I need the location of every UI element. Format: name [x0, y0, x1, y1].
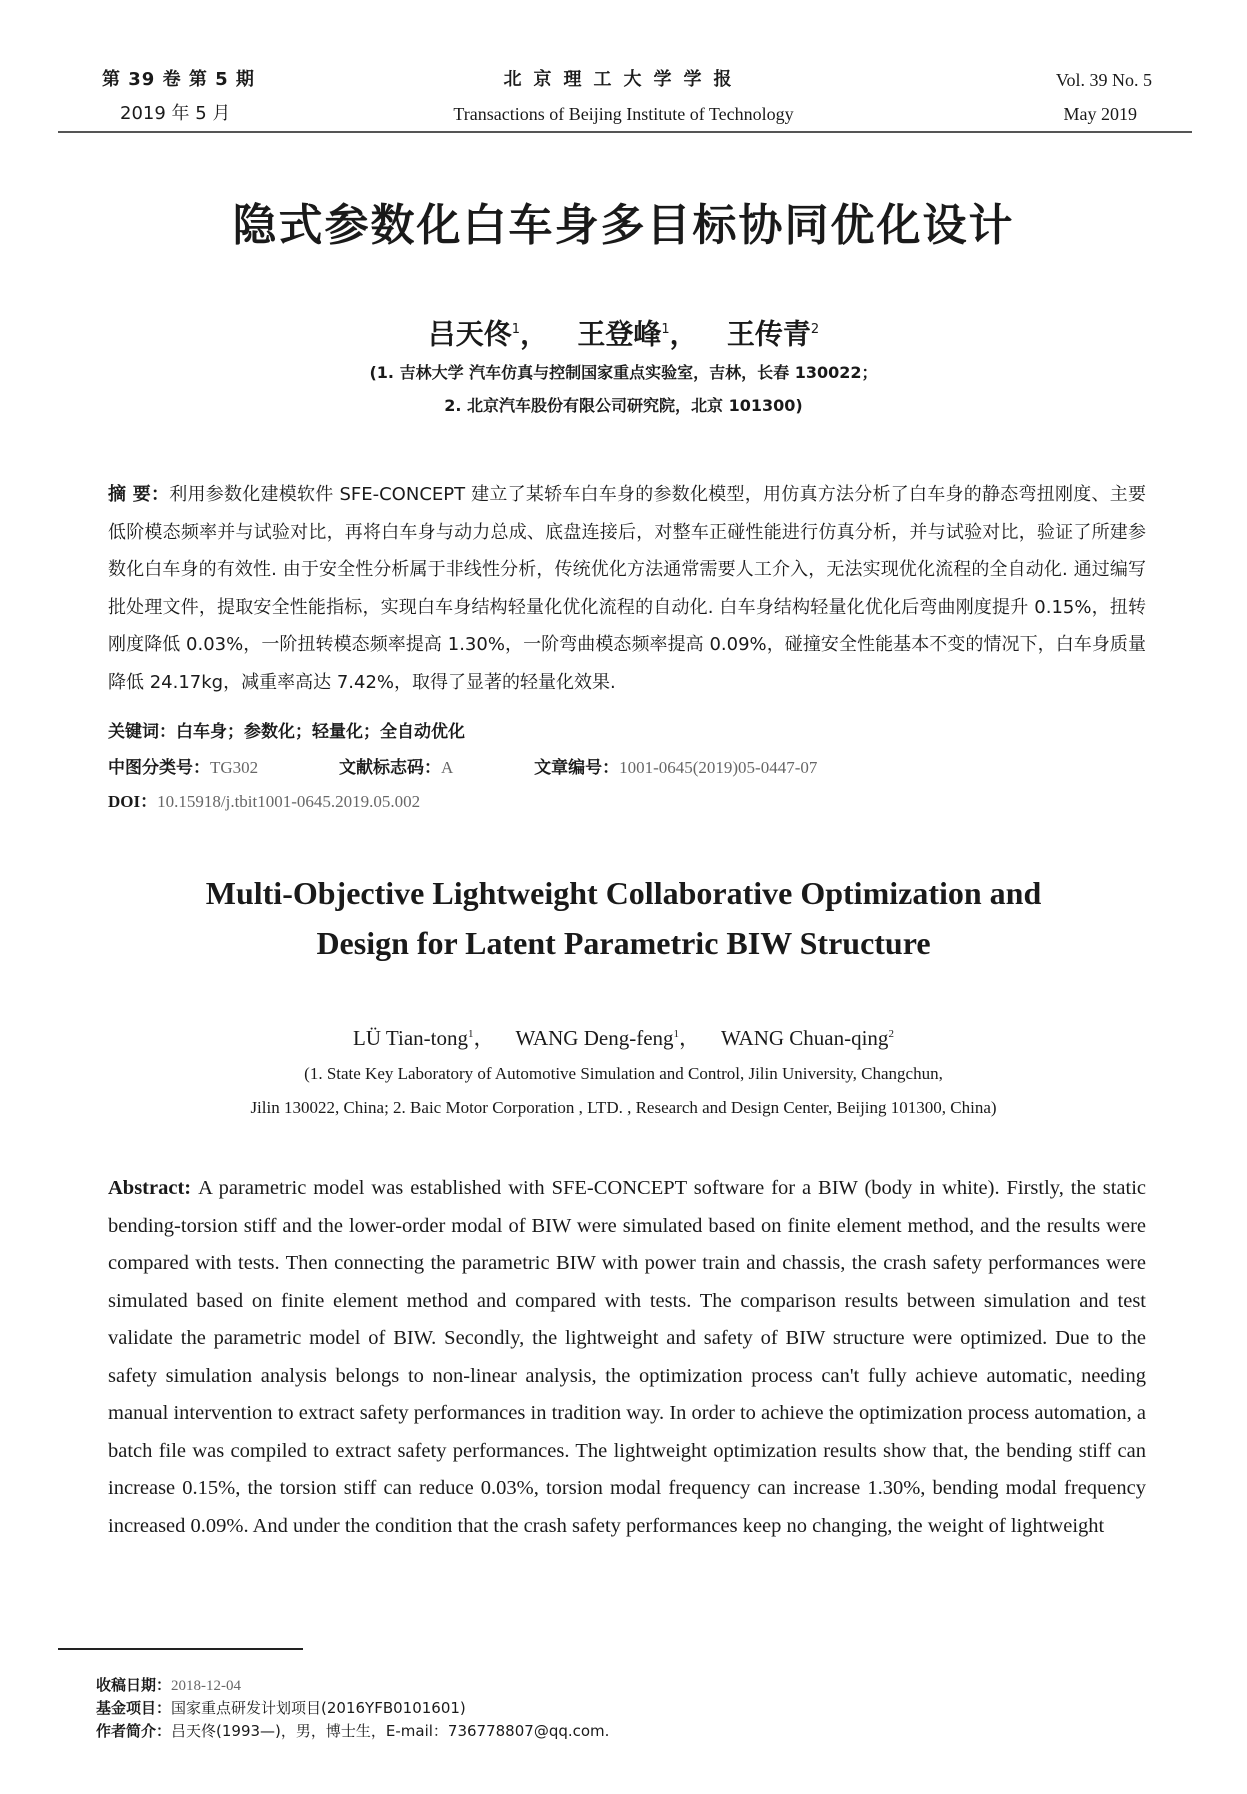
footnote-label: 作者简介： — [96, 1722, 172, 1740]
title-en-line-1: Multi-Objective Lightweight Collaborative Optimization and — [205, 875, 1042, 911]
author-cn-name: 王传青 — [726, 317, 811, 351]
author-cn-name: 吕天佟 — [427, 317, 512, 351]
article-no-label: 文章编号： — [534, 758, 620, 778]
author-en-name: WANG Chuan-qing — [721, 1026, 889, 1050]
author-en-sep: ， — [473, 1026, 495, 1050]
footnote-label: 收稿日期： — [96, 1676, 172, 1694]
date-cn: 2019 年 5 月 — [120, 103, 231, 124]
author-cn-aff: 1 — [511, 322, 521, 337]
keywords-label: 关键词： — [108, 722, 176, 742]
keywords-cn — [108, 720, 465, 744]
author-en-aff: 1 — [673, 1028, 680, 1040]
footnote-value: 吕天佟(1993—)，男，博士生，E-mail：736778807@qq.com. — [171, 1722, 610, 1740]
author-en-sep: ， — [679, 1026, 701, 1050]
volume-issue-cn: 第 39 卷 第 5 期 — [102, 69, 255, 90]
clc-label: 中图分类号： — [108, 758, 210, 778]
author-en-aff: 2 — [888, 1028, 894, 1040]
abstract-cn-text: 利用参数化建模软件 SFE-CONCEPT 建立了某轿车白车身的参数化模型，用仿真方法分析了白车身的静态弯扭刚度、主要低阶模态频率并与试验对比，再将白车身与动力总成、底盘连接后，对整车正碰性能进行仿真分析，并与试验对比，验证了所建参数化白车身的有效性. 由于安全性分析属于非线性分析，传统优化方法通常需要人工介入，无法实现优化流程的全自动化. 通过编写批处理文件，提取安全性能指标，实现白车身结构轻量化优化流程的自动化. 白车身结构轻量化优化后弯曲刚度提升 0.15%，扭转刚度降低 0.03%，一阶扭转模态频率提高 1.30%，一阶弯曲模态频率提高 0.09%，碰撞安全性能基本不变的情况下，白车身质量降低 24.17kg，减重率高达 7.42%，取得了显著的轻量化效果. — [108, 484, 1146, 693]
footnote-rule — [58, 1648, 303, 1650]
doi-line — [108, 790, 420, 814]
affiliation-en-1: (1. State Key Laboratory of Automotive Simulation and Control, Jilin University, Changchun, — [304, 1064, 943, 1083]
article-no-value: 1001-0645(2019)05-0447-07 — [619, 758, 818, 777]
title-cn: 隐式参数化白车身多目标协同优化设计 — [232, 200, 1015, 251]
doi-value: 10.15918/j.tbit1001-0645.2019.05.002 — [157, 792, 421, 811]
author-cn-sep: ， — [520, 317, 549, 351]
footnote-value: 国家重点研发计划项目(2016YFB0101601) — [171, 1699, 466, 1717]
journal-name-en: Transactions of Beijing Institute of Technology — [453, 104, 794, 124]
abstract-cn-label: 摘 要： — [108, 484, 170, 505]
abstract-en — [108, 1170, 1146, 1545]
journal-name-cn: 北京理工大学学报 — [503, 69, 744, 90]
footnote-received — [96, 1674, 241, 1697]
authors-en — [0, 1020, 1247, 1052]
author-cn-aff: 1 — [661, 322, 670, 337]
date-en: May 2019 — [1063, 104, 1137, 124]
author-en-name: WANG Deng-feng — [515, 1026, 674, 1050]
title-en-line-2: Design for Latent Parametric BIW Structure — [316, 925, 931, 961]
affiliation-cn-1: (1. 吉林大学 汽车仿真与控制国家重点实验室，吉林，长春 130022； — [369, 363, 878, 382]
author-en-name: LÜ Tian-tong — [353, 1026, 468, 1050]
abstract-en-text: A parametric model was established with SFE-CONCEPT software for a BIW (body in white). Firstly, the static bending-torsion stiff and the lower-order modal of BIW were simulated based on finite element method, and the results were compared with tests. Then connecting the parametric BIW with power train and chassis, the crash safety performances were simulated based on finite element method and compared with tests. The comparison results between simulation and test validate the parametric model of BIW. Secondly, the lightweight and safety of BIW structure were optimized. Due to the safety simulation analysis belongs to non-linear analysis, the optimization process can't fully achieve automatic, needing manual intervention to extract safety performances in tradition way. In order to achieve the optimization process automation, a batch file was compiled to extract safety performances. The lightweight optimization results show that, the bending stiff can increase 0.15%, the torsion stiff can reduce 0.03%, torsion modal frequency can increase 1.30%, bending modal frequency increased 0.09%. And under the condition that the crash safety performances keep no changing, the weight of lightweight — [108, 1177, 1147, 1537]
author-en-aff: 1 — [467, 1028, 474, 1040]
doc-code-label: 文献标志码： — [338, 758, 441, 778]
author-cn-aff: 2 — [810, 322, 820, 337]
footnote-author — [96, 1720, 609, 1742]
author-cn-sep: ， — [669, 317, 698, 351]
abstract-en-label: Abstract: — [108, 1177, 192, 1199]
clc-value: TG302 — [210, 758, 259, 777]
affiliation-en-2: Jilin 130022, China; 2. Baic Motor Corporation , LTD. , Research and Design Center, Beijing 101300, China) — [250, 1098, 997, 1117]
author-cn-name: 王登峰 — [577, 317, 662, 351]
footnote-label: 基金项目： — [96, 1699, 172, 1717]
abstract-cn — [108, 476, 1146, 701]
doc-code-value: A — [440, 758, 454, 777]
classification-line — [108, 756, 817, 780]
header-rule — [58, 131, 1192, 133]
authors-cn — [0, 312, 1247, 352]
footnote-fund — [96, 1697, 466, 1719]
doi-label: DOI： — [108, 792, 158, 811]
volume-issue-en: Vol. 39 No. 5 — [1055, 70, 1152, 90]
keywords-text: 白车身；参数化；轻量化；全自动优化 — [176, 722, 465, 742]
footnote-value: 2018-12-04 — [171, 1678, 242, 1694]
affiliation-cn-2: 2. 北京汽车股份有限公司研究院，北京 101300) — [444, 396, 803, 415]
